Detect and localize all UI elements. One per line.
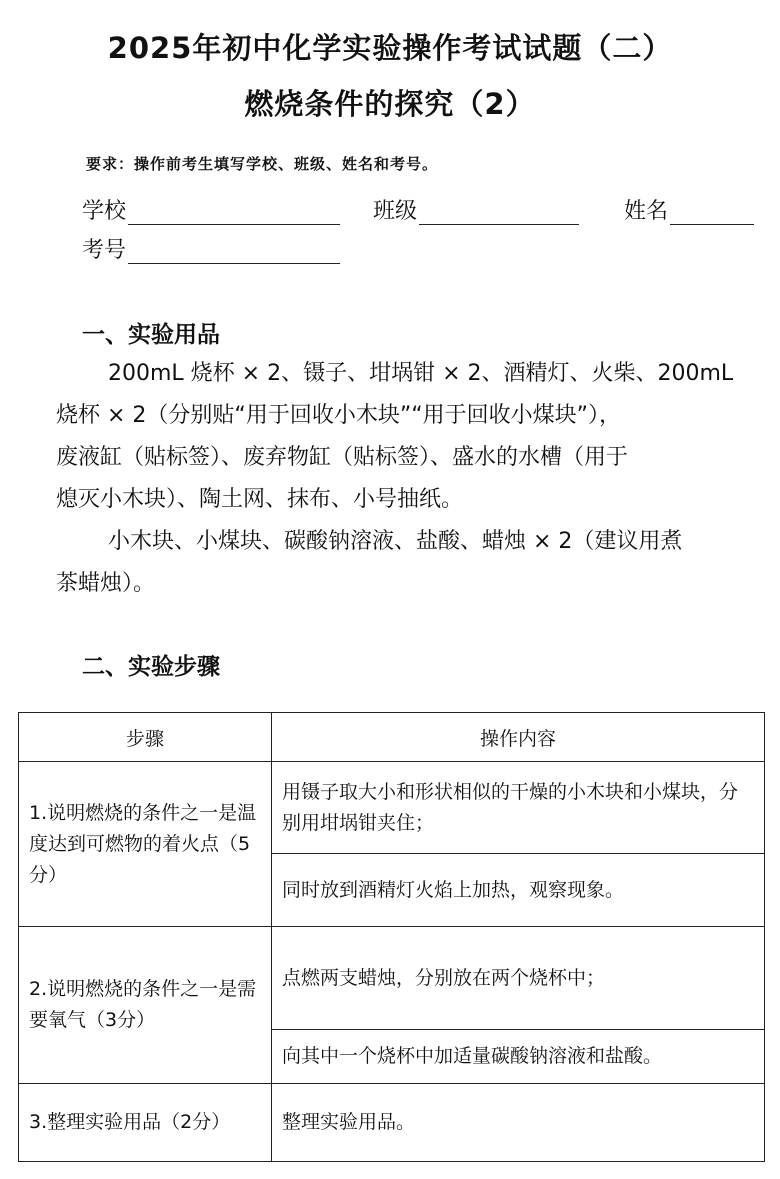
class-label: 班级 bbox=[373, 199, 418, 224]
step-3-operation-1: 整理实验用品。 bbox=[272, 1084, 765, 1162]
step-1-label: 1.说明燃烧的条件之一是温度达到可燃物的着火点（5分） bbox=[19, 762, 272, 927]
experiment-title: 燃烧条件的探究（2） bbox=[244, 87, 536, 121]
section-materials-heading: 一、实验用品 bbox=[82, 322, 220, 348]
class-blank[interactable] bbox=[419, 200, 579, 225]
school-field[interactable] bbox=[82, 194, 340, 225]
step-2-operation-1: 点燃两支蜡烛，分别放在两个烧杯中； bbox=[272, 927, 765, 1030]
step-1-operation-1: 用镊子取大小和形状相似的干燥的小木块和小煤块，分别用坩埚钳夹住； bbox=[272, 762, 765, 854]
materials-line: 废液缸（贴标签）、废弃物缸（贴标签）、盛水的水槽（用于 bbox=[56, 445, 629, 470]
materials-line: 烧杯 × 2（分别贴“用于回收小木块”“用于回收小煤块”）， bbox=[56, 403, 622, 428]
materials-line: 小木块、小煤块、碳酸钠溶液、盐酸、蜡烛 × 2（建议用煮 bbox=[108, 529, 683, 554]
class-field[interactable] bbox=[373, 194, 579, 225]
exam-number-blank[interactable] bbox=[128, 239, 340, 264]
name-label: 姓名 bbox=[624, 199, 669, 224]
step-1-operation-2: 同时放到酒精灯火焰上加热，观察现象。 bbox=[272, 854, 765, 927]
school-blank[interactable] bbox=[128, 200, 340, 225]
table-header-step: 步骤 bbox=[19, 713, 272, 762]
school-label: 学校 bbox=[82, 199, 127, 224]
step-3-label: 3.整理实验用品（2分） bbox=[19, 1084, 272, 1162]
steps-table bbox=[18, 712, 765, 1162]
materials-line: 茶蜡烛）。 bbox=[56, 571, 156, 596]
name-field[interactable] bbox=[624, 194, 754, 225]
requirement-note: 要求：操作前考生填写学校、班级、姓名和考号。 bbox=[86, 155, 439, 173]
name-blank[interactable] bbox=[670, 200, 754, 225]
step-2-operation-2: 向其中一个烧杯中加适量碳酸钠溶液和盐酸。 bbox=[272, 1030, 765, 1084]
exam-title: 2025年初中化学实验操作考试试题（二） bbox=[107, 31, 673, 65]
table-header-operation: 操作内容 bbox=[272, 713, 765, 762]
materials-line: 熄灭小木块）、陶土网、抹布、小号抽纸。 bbox=[56, 487, 464, 512]
exam-number-label: 考号 bbox=[82, 238, 127, 263]
step-2-label: 2.说明燃烧的条件之一是需要氧气（3分） bbox=[19, 927, 272, 1084]
exam-number-field[interactable] bbox=[82, 233, 340, 264]
materials-paragraph-1 bbox=[56, 353, 760, 605]
section-steps-heading: 二、实验步骤 bbox=[82, 654, 220, 680]
materials-line: 200mL 烧杯 × 2、镊子、坩埚钳 × 2、酒精灯、火柴、200mL bbox=[108, 361, 734, 386]
